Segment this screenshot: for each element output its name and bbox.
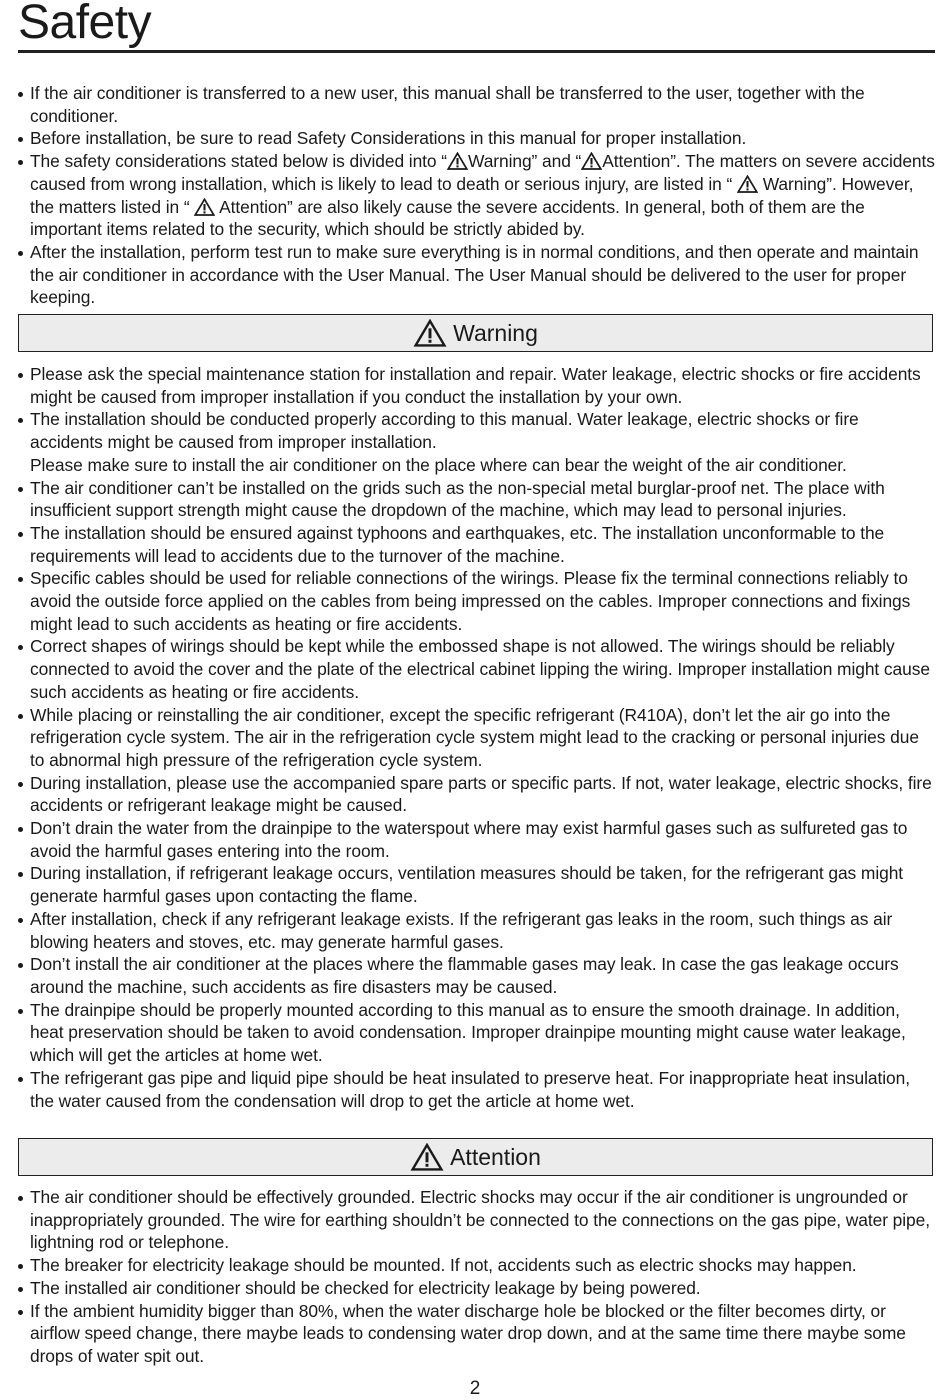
- warning-banner: [18, 314, 933, 352]
- warning-item: After installation, check if any refrigerant leakage exists. If the refrigerant gas leaks in the room, such things as air blowing heaters and stoves, etc. may generate harmful gases.: [18, 908, 936, 953]
- warning-item: Don’t install the air conditioner at the places where the flammable gases may leak. In case the gas leakage occurs around the machine, such accidents as fire disasters may be caused.: [18, 953, 936, 998]
- warning-triangle-icon: [194, 198, 215, 216]
- attention-item: The breaker for electricity leakage should be mounted. If not, accidents such as electric shocks may happen.: [18, 1254, 936, 1277]
- attention-item: If the ambient humidity bigger than 80%, when the water discharge hole be blocked or the filter becomes dirty, or airflow speed change, there maybe leads to condensing water drop down, and at the same time there maybe some drops of water spit out.: [18, 1300, 936, 1368]
- warning-title: Warning: [453, 320, 538, 346]
- intro-section: [18, 82, 936, 309]
- warning-triangle-icon: [581, 152, 602, 170]
- attention-banner: [18, 1138, 933, 1176]
- intro-item: If the air conditioner is transferred to a new user, this manual shall be transferred to the user, together with the conditioner.: [18, 82, 936, 127]
- intro-item: Before installation, be sure to read Safety Considerations in this manual for proper installation.: [18, 127, 936, 150]
- warning-item: Specific cables should be used for reliable connections of the wirings. Please fix the terminal connections reliably to avoid the outside force applied on the cables from being impressed on the cables. Improper connections and fixings might lead to such accidents as heating or fire accidents.: [18, 567, 936, 635]
- intro-text: Warning”. However, the matters listed in “: [30, 173, 914, 217]
- intro-text: Attention”. The matters on severe accidents caused from wrong installation, which is likely to lead to death or serious injury, are listed in “: [30, 151, 935, 194]
- warning-item: During installation, if refrigerant leakage occurs, ventilation measures should be taken, for the refrigerant gas might generate harmful gases upon contacting the flame.: [18, 862, 936, 907]
- attention-item: The installed air conditioner should be checked for electricity leakage by being powered.: [18, 1277, 936, 1300]
- title-divider: [18, 50, 935, 53]
- warning-item: Don’t drain the water from the drainpipe to the waterspout where may exist harmful gases such as sulfureted gas to avoid the harmful gases entering into the room.: [18, 817, 936, 862]
- page-number: 2: [469, 1378, 481, 1399]
- warning-triangle-icon: [410, 1143, 444, 1171]
- warning-triangle-icon: [447, 152, 468, 170]
- attention-item: The air conditioner should be effectively grounded. Electric shocks may occur if the air conditioner is ungrounded or inappropriately grounded. The wire for earthing shouldn’t be connected to the connections on the gas pipe, water pipe, lightning rod or telephone.: [18, 1186, 936, 1254]
- warning-item: The refrigerant gas pipe and liquid pipe should be heat insulated to preserve heat. For inappropriate heat insulation, the water caused from the condensation will drop to get the article at home wet.: [18, 1067, 936, 1112]
- attention-section: [18, 1186, 936, 1368]
- intro-item: After the installation, perform test run to make sure everything is in normal conditions, and then operate and maintain the air conditioner in accordance with the User Manual. The User Manual should be delivered to the user for proper keeping.: [18, 241, 936, 309]
- intro-text: The safety considerations stated below is divided into “: [30, 151, 447, 172]
- intro-text: Warning” and “: [468, 151, 582, 172]
- warning-triangle-icon: [413, 319, 447, 347]
- warning-item: [18, 408, 936, 476]
- warning-item: The installation should be ensured against typhoons and earthquakes, etc. The installation unconformable to the requirements will lead to accidents due to the turnover of the machine.: [18, 522, 936, 567]
- warning-item: The air conditioner can’t be installed on the grids such as the non-special metal burglar-proof net. The place with insufficient support strength might cause the dropdown of the machine, which may lead to personal injuries.: [18, 477, 936, 522]
- attention-title: Attention: [450, 1144, 541, 1170]
- warning-triangle-icon: [737, 175, 758, 193]
- warning-item-extra: Please make sure to install the air conditioner on the place where can bear the weight of the air conditioner.: [30, 454, 847, 475]
- warning-item: During installation, please use the accompanied spare parts or specific parts. If not, water leakage, electric shocks, fire accidents or refrigerant leakage might be caused.: [18, 772, 936, 817]
- warning-item: Please ask the special maintenance station for installation and repair. Water leakage, electric shocks or fire accidents might be caused from improper installation if you conduct the installation by your own.: [18, 363, 936, 408]
- warning-item-text: The installation should be conducted properly according to this manual. Water leakage, electric shocks or fire accidents might be caused from improper installation.: [30, 409, 859, 453]
- intro-text: Attention” are also likely cause the severe accidents. In general, both of them are the important items related to the security, which should be strictly abided by.: [30, 196, 865, 240]
- page-title: Safety: [18, 0, 152, 49]
- warning-item: While placing or reinstalling the air conditioner, except the specific refrigerant (R410A), don’t let the air go into the refrigeration cycle system. The air in the refrigeration cycle system might lead to the cracking or personal injuries due to abnormal high pressure of the refrigeration cycle system.: [18, 704, 936, 772]
- warning-item: Correct shapes of wirings should be kept while the embossed shape is not allowed. The wirings should be reliably connected to avoid the cover and the plate of the electrical cabinet lipping the wiring. Improper installation might cause such accidents as heating or fire accidents.: [18, 635, 936, 703]
- warning-item: The drainpipe should be properly mounted according to this manual as to ensure the smooth drainage. In addition, heat preservation should be taken to avoid condensation. Improper drainpipe mounting might cause water leakage, which will get the articles at home wet.: [18, 999, 936, 1067]
- intro-item: [18, 150, 936, 241]
- warning-section: [18, 363, 936, 1112]
